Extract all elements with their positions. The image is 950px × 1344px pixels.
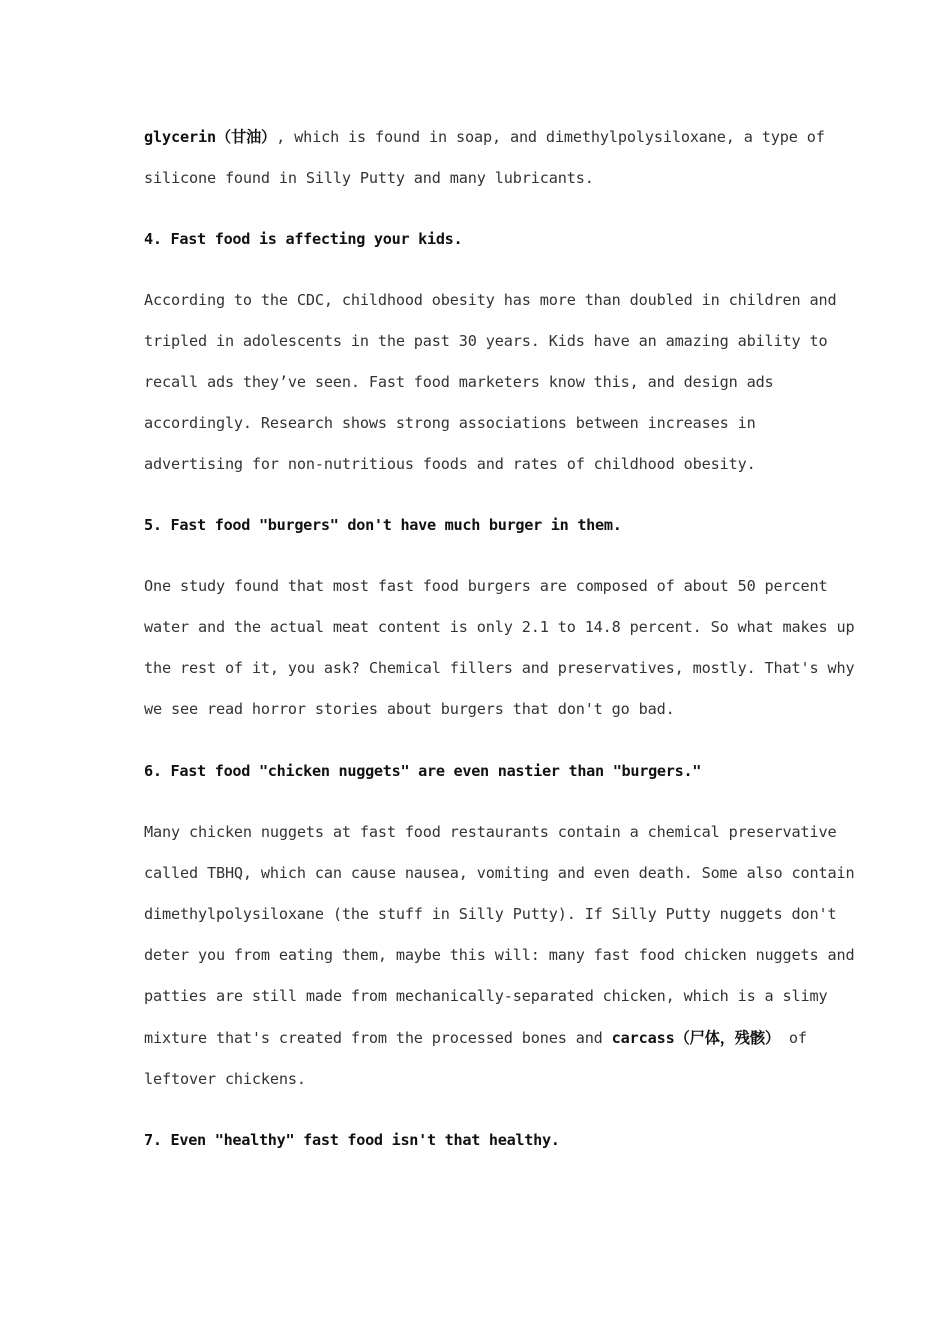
paragraph-line: glycerin（甘油）, which is found in soap, and dimethylpolysiloxane, a type of <box>144 128 825 146</box>
paragraph-line: tripled in adolescents in the past 30 years. Kids have an amazing ability to <box>144 332 828 350</box>
paragraph-line: advertising for non-nutritious foods and rates of childhood obesity. <box>144 455 756 473</box>
section-heading: 7. Even "healthy" fast food isn't that healthy. <box>144 1131 560 1149</box>
paragraph-line: accordingly. Research shows strong associations between increases in <box>144 414 756 432</box>
paragraph-line: silicone found in Silly Putty and many lubricants. <box>144 169 594 187</box>
paragraph-line: water and the actual meat content is only 2.1 to 14.8 percent. So what makes up <box>144 618 855 636</box>
paragraph-line: deter you from eating them, maybe this will: many fast food chicken nuggets and <box>144 946 855 964</box>
paragraph-line: we see read horror stories about burgers that don't go bad. <box>144 700 675 718</box>
glossary-term: carcass（尸体，残骸） <box>611 1029 780 1047</box>
section-heading: 6. Fast food "chicken nuggets" are even nastier than "burgers." <box>144 762 702 780</box>
paragraph-line: mixture that's created from the processed bones and carcass（尸体，残骸） of <box>144 1029 807 1047</box>
paragraph-line: patties are still made from mechanically-separated chicken, which is a slimy <box>144 987 828 1005</box>
paragraph-line: Many chicken nuggets at fast food restaurants contain a chemical preservative <box>144 823 837 841</box>
paragraph-line: According to the CDC, childhood obesity has more than doubled in children and <box>144 291 837 309</box>
paragraph-line: called TBHQ, which can cause nausea, vomiting and even death. Some also contain <box>144 864 855 882</box>
glossary-term: glycerin（甘油） <box>144 128 277 146</box>
paragraph-line: recall ads they’ve seen. Fast food marketers know this, and design ads <box>144 373 774 391</box>
paragraph-line: dimethylpolysiloxane (the stuff in Silly Putty). If Silly Putty nuggets don't <box>144 905 837 923</box>
section-heading: 4. Fast food is affecting your kids. <box>144 230 463 248</box>
paragraph-line: the rest of it, you ask? Chemical fillers and preservatives, mostly. That's why <box>144 659 855 677</box>
section-heading: 5. Fast food "burgers" don't have much burger in them. <box>144 516 622 534</box>
paragraph-line: leftover chickens. <box>144 1070 306 1088</box>
paragraph-line: One study found that most fast food burgers are composed of about 50 percent <box>144 577 828 595</box>
